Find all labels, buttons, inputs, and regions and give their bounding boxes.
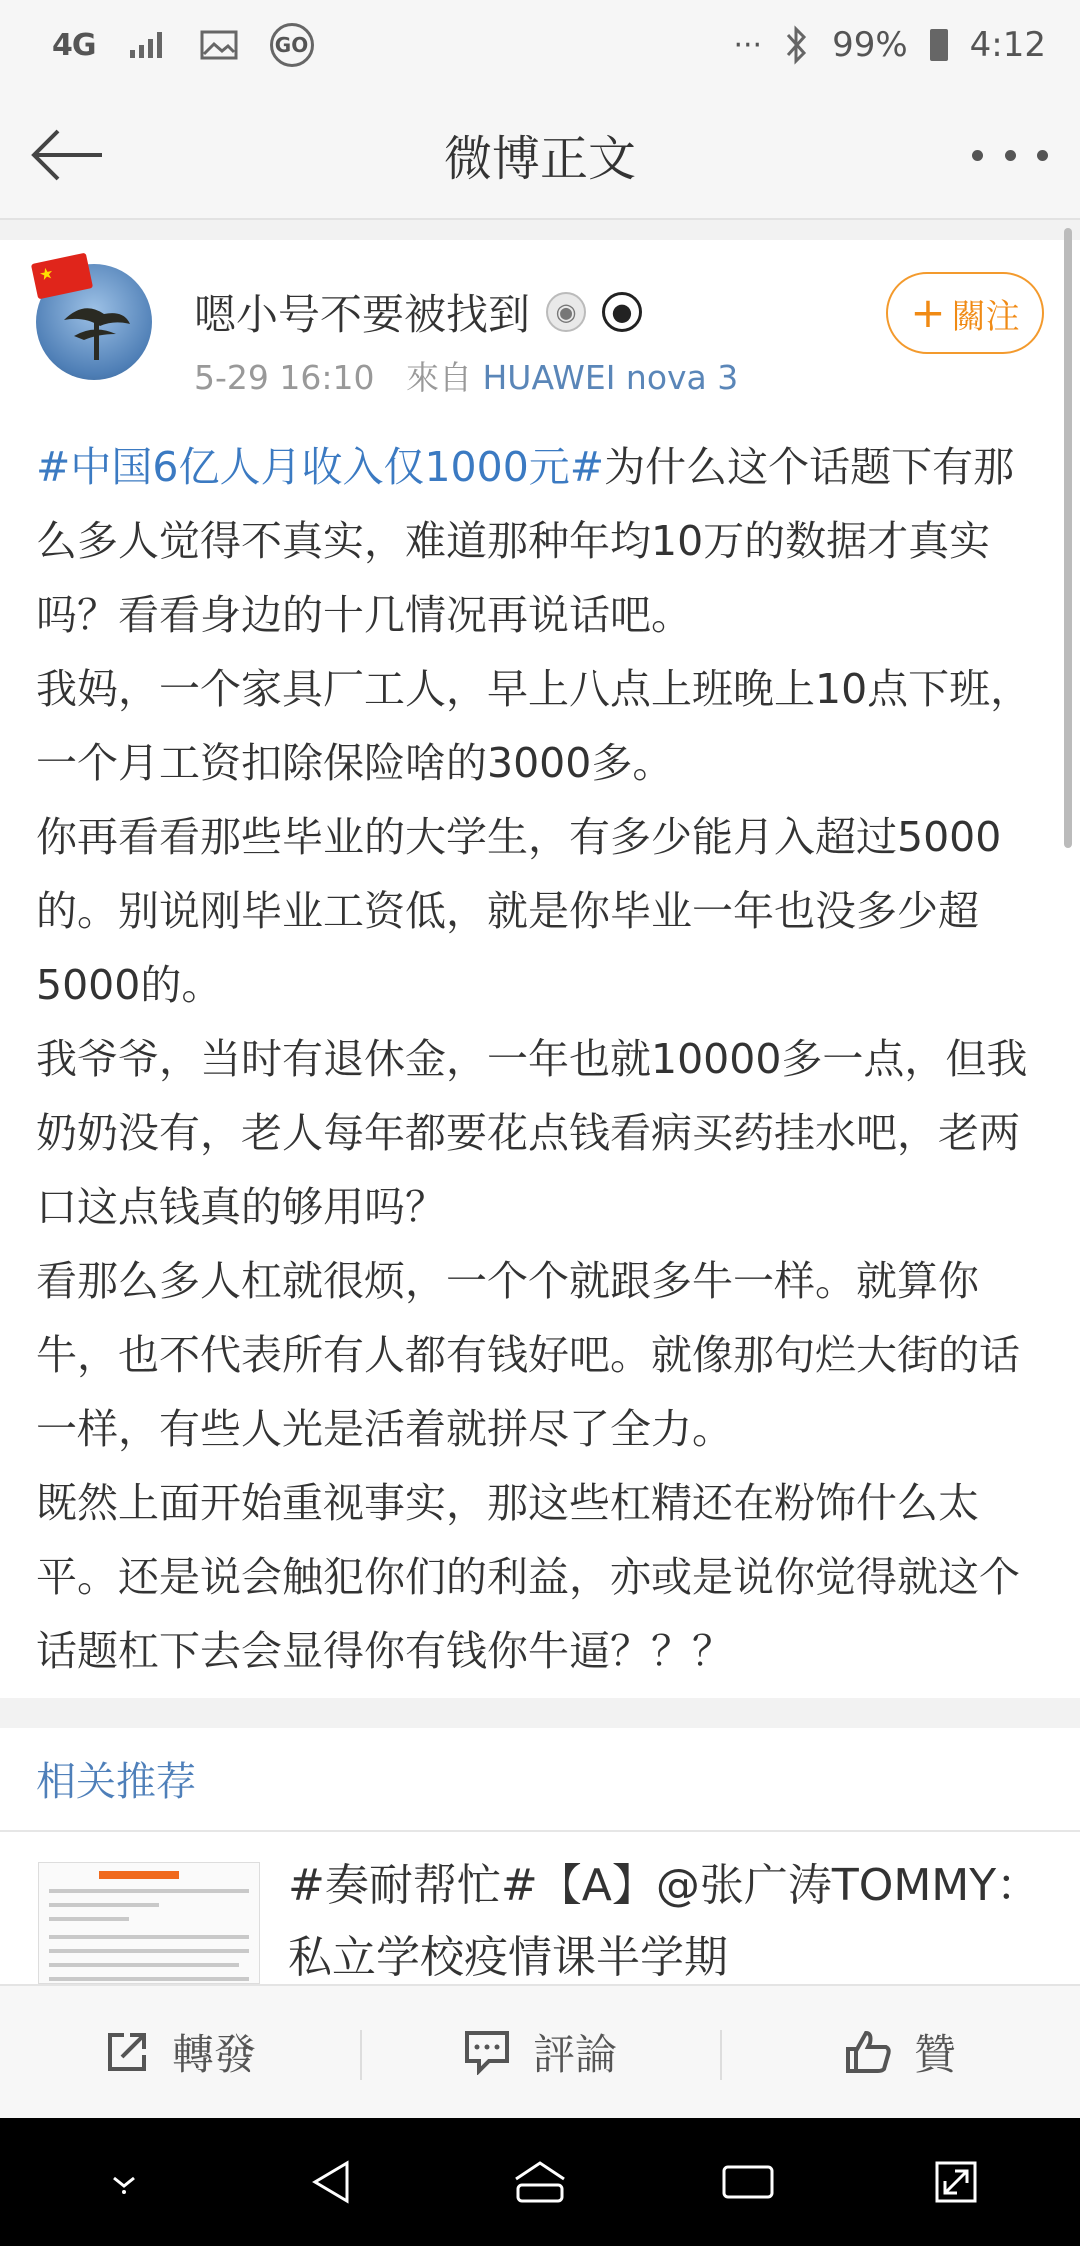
comment-button[interactable] bbox=[360, 1986, 720, 2118]
network-indicator: 4G bbox=[52, 27, 96, 63]
go-app-icon bbox=[270, 23, 314, 67]
thumbs-up-icon bbox=[844, 2029, 892, 2075]
more-dot-icon bbox=[1005, 150, 1016, 161]
nav-home-button[interactable] bbox=[490, 2132, 590, 2232]
status-overflow: ··· bbox=[733, 27, 763, 63]
battery-percent: 99% bbox=[832, 25, 908, 65]
thumbnail-line bbox=[49, 1935, 249, 1939]
username[interactable]: 嗯小号不要被找到 bbox=[194, 290, 531, 339]
follow-button[interactable] bbox=[886, 272, 1044, 354]
post-source: HUAWEI nova 3 bbox=[482, 358, 739, 397]
more-options-button[interactable] bbox=[968, 118, 1052, 192]
post-paragraph-text: 为什么这个话题下有那么多人觉得不真实，难道那种年均10万的数据才真实吗？看看身边的十几情况再说话吧。 bbox=[36, 443, 1015, 639]
status-bar bbox=[0, 0, 1080, 90]
clock: 4:12 bbox=[969, 25, 1046, 65]
thumbnail-line bbox=[49, 1963, 239, 1967]
post-paragraph bbox=[36, 430, 1046, 652]
like-label: 贊 bbox=[913, 2030, 956, 2079]
nav-back-button[interactable] bbox=[282, 2132, 382, 2232]
pine-tree-image bbox=[54, 290, 134, 360]
comment-icon bbox=[463, 2029, 511, 2075]
more-dot-icon bbox=[1037, 150, 1048, 161]
expand-icon bbox=[931, 2157, 981, 2207]
bluetooth-icon bbox=[784, 25, 810, 65]
post-paragraph: 看那么多人杠就很烦，一个个就跟多牛一样。就算你牛，也不代表所有人都有钱好吧。就像那句烂大街的话一样，有些人光是活着就拼尽了全力。 bbox=[36, 1257, 1020, 1453]
source-prefix: 來自 bbox=[405, 358, 472, 397]
post-paragraph: 既然上面开始重视事实，那这些杠精还在粉饰什么太平。还是说会触犯你们的利益，亦或是说你觉得就这个话题杠下去会显得你有钱你牛逼？？？ bbox=[36, 1479, 1020, 1675]
back-triangle-icon bbox=[307, 2157, 357, 2207]
like-button[interactable] bbox=[720, 1986, 1080, 2118]
thumbnail-redaction bbox=[99, 1871, 179, 1879]
related-section bbox=[0, 1728, 1080, 1984]
thumbnail-line bbox=[49, 1977, 249, 1981]
title-bar bbox=[0, 90, 1080, 220]
page-title: 微博正文 bbox=[443, 130, 636, 187]
thumbnail-line bbox=[49, 1949, 249, 1953]
related-thumbnail[interactable] bbox=[38, 1862, 260, 1984]
system-nav-bar bbox=[0, 2118, 1080, 2246]
nav-collapse-button[interactable] bbox=[74, 2132, 174, 2232]
comment-label: 評論 bbox=[532, 2030, 617, 2079]
back-button[interactable] bbox=[22, 118, 112, 192]
thumbnail-line bbox=[49, 1889, 249, 1893]
medal-badge-icon[interactable]: ◉ bbox=[546, 292, 586, 332]
share-icon bbox=[104, 2029, 150, 2075]
repost-button[interactable] bbox=[0, 1986, 360, 2118]
follow-label: 關注 bbox=[951, 296, 1020, 337]
panda-badge-icon[interactable]: ● bbox=[602, 292, 642, 332]
related-title: 相关推荐 bbox=[36, 1759, 196, 1805]
chevron-down-icon bbox=[104, 2162, 144, 2202]
divider bbox=[0, 1830, 1080, 1832]
post-meta bbox=[194, 352, 738, 399]
more-dot-icon bbox=[972, 150, 983, 161]
post-paragraph: 我妈，一个家具厂工人，早上八点上班晚上10点下班，一个月工资扣除保险啥的3000多。 bbox=[36, 665, 1032, 787]
topic-hashtag-link[interactable]: #中国6亿人月收入仅1000元# bbox=[36, 443, 605, 491]
home-icon bbox=[512, 2157, 568, 2207]
go-label: GO bbox=[274, 33, 309, 57]
thumbnail-line bbox=[49, 1917, 129, 1921]
status-left bbox=[52, 23, 314, 67]
nav-recents-button[interactable] bbox=[698, 2132, 798, 2232]
nav-expand-button[interactable] bbox=[906, 2132, 1006, 2232]
post-paragraph: 你再看看那些毕业的大学生，有多少能月入超过5000的。别说刚毕业工资低，就是你毕业一年也没多少超5000的。 bbox=[36, 813, 1002, 1009]
repost-label: 轉發 bbox=[171, 2030, 256, 2079]
avatar[interactable] bbox=[36, 264, 152, 380]
thumbnail-line bbox=[49, 1903, 159, 1907]
battery-icon bbox=[930, 29, 948, 61]
username-row bbox=[194, 282, 642, 342]
post-paragraph: 我爷爷，当时有退休金，一年也就10000多一点，但我奶奶没有，老人每年都要花点钱看病买药挂水吧，老两口这点钱真的够用吗？ bbox=[36, 1035, 1028, 1231]
post-card bbox=[0, 240, 1080, 1698]
related-item-text[interactable]: #奏耐帮忙#【A】@张广涛TOMMY：私立学校疫情课半学期 bbox=[288, 1860, 1041, 1983]
back-arrow-icon bbox=[28, 125, 106, 185]
signal-icon bbox=[128, 30, 168, 60]
image-icon bbox=[200, 30, 238, 60]
action-bar bbox=[0, 1984, 1080, 2118]
recents-icon bbox=[720, 2157, 776, 2207]
status-right bbox=[733, 25, 1046, 65]
plus-icon: + bbox=[910, 288, 946, 337]
post-timestamp: 5-29 16:10 bbox=[194, 358, 375, 397]
post-body bbox=[36, 430, 1046, 1688]
star-icon: ★ bbox=[37, 262, 56, 285]
scrollbar[interactable] bbox=[1064, 228, 1072, 848]
